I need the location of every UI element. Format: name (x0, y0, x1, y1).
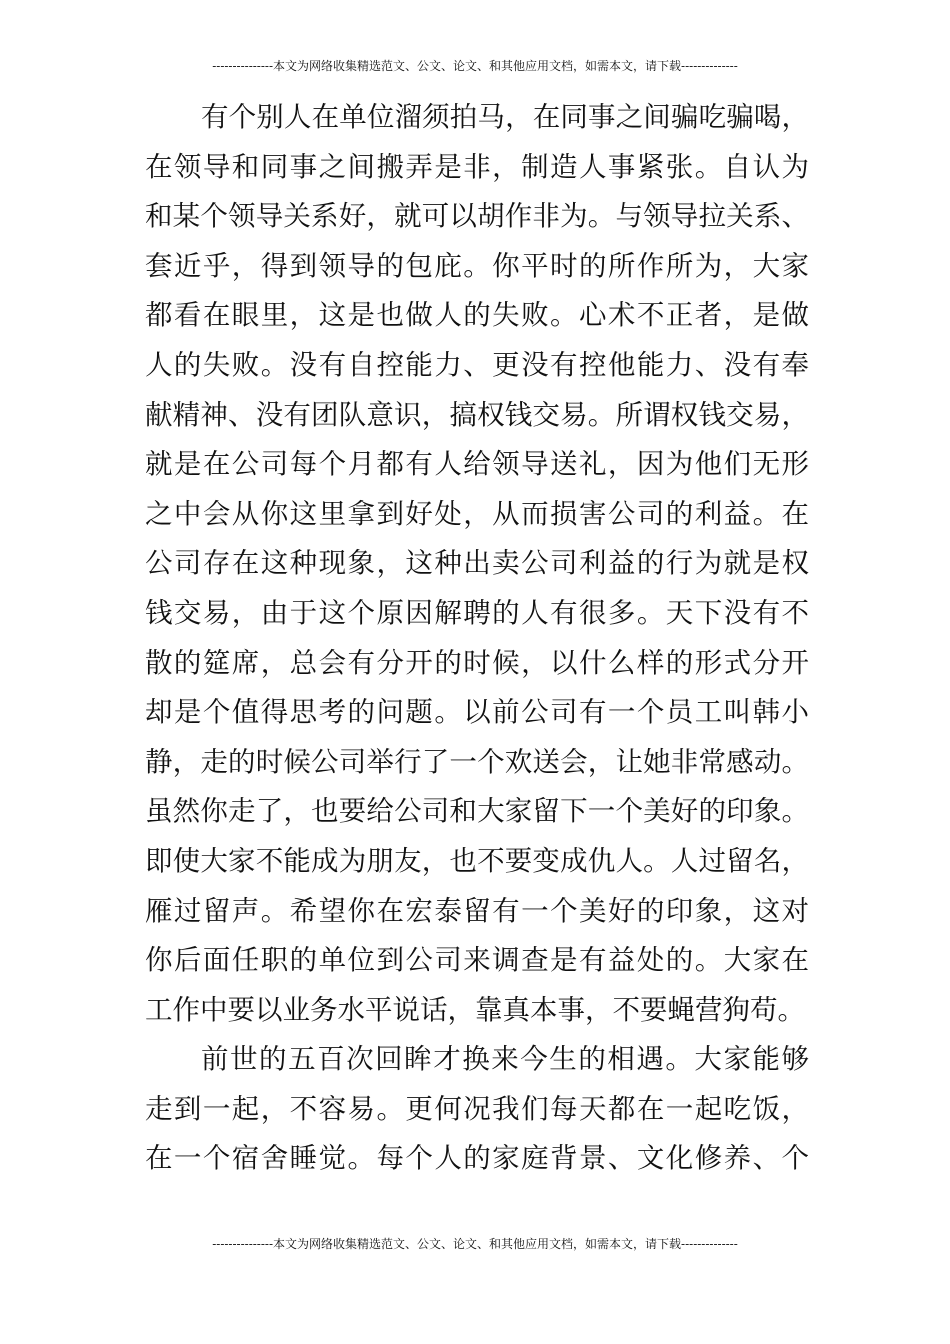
page-header: ---------------本文为网络收集精选范文、公文、论文、和其他应用文档，如需本文，请下载-------------- (212, 59, 738, 73)
text-line: 在领导和同事之间搬弄是非，制造人事紧张。自认为 (145, 150, 809, 183)
text-line: 静，走的时候公司举行了一个欢送会，让她非常感动。 (145, 745, 809, 778)
page-footer: ---------------本文为网络收集精选范文、公文、论文、和其他应用文档，如需本文，请下载-------------- (212, 1237, 738, 1251)
text-line: 钱交易，由于这个原因解聘的人有很多。天下没有不 (145, 596, 809, 629)
paragraph (145, 1035, 809, 1184)
text-line: 走到一起，不容易。更何况我们每天都在一起吃饭， (145, 1092, 809, 1125)
text-line: 虽然你走了，也要给公司和大家留下一个美好的印象。 (145, 795, 809, 828)
text-line: 就是在公司每个月都有人给领导送礼，因为他们无形 (145, 448, 809, 481)
text-line: 你后面任职的单位到公司来调查是有益处的。大家在 (145, 944, 809, 977)
text-line: 工作中要以业务水平说话，靠真本事，不要蝇营狗苟。 (145, 993, 805, 1026)
text-line: 之中会从你这里拿到好处，从而损害公司的利益。在 (145, 497, 809, 530)
text-line: 献精神、没有团队意识，搞权钱交易。所谓权钱交易， (145, 398, 809, 431)
text-line: 雁过留声。希望你在宏泰留有一个美好的印象，这对 (145, 894, 809, 927)
text-line: 人的失败。没有自控能力、更没有控他能力、没有奉 (145, 348, 809, 381)
text-line: 在一个宿舍睡觉。每个人的家庭背景、文化修养、个 (145, 1142, 809, 1175)
text-line: 前世的五百次回眸才换来今生的相遇。大家能够 (201, 1043, 809, 1076)
paragraph (145, 93, 809, 1035)
text-line: 套近乎，得到领导的包庇。你平时的所作所为，大家 (145, 249, 809, 282)
text-line: 都看在眼里，这是也做人的失败。心术不正者，是做 (145, 299, 809, 332)
text-line: 散的筵席，总会有分开的时候，以什么样的形式分开 (145, 646, 809, 679)
text-line: 和某个领导关系好，就可以胡作非为。与领导拉关系、 (145, 200, 809, 233)
text-line: 公司存在这种现象，这种出卖公司利益的行为就是权 (145, 547, 809, 580)
text-line: 有个别人在单位溜须拍马，在同事之间骗吃骗喝， (201, 101, 809, 133)
text-line: 却是个值得思考的问题。以前公司有一个员工叫韩小 (145, 696, 809, 729)
text-line: 即使大家不能成为朋友，也不要变成仇人。人过留名， (145, 844, 809, 877)
document-body (145, 93, 809, 1184)
